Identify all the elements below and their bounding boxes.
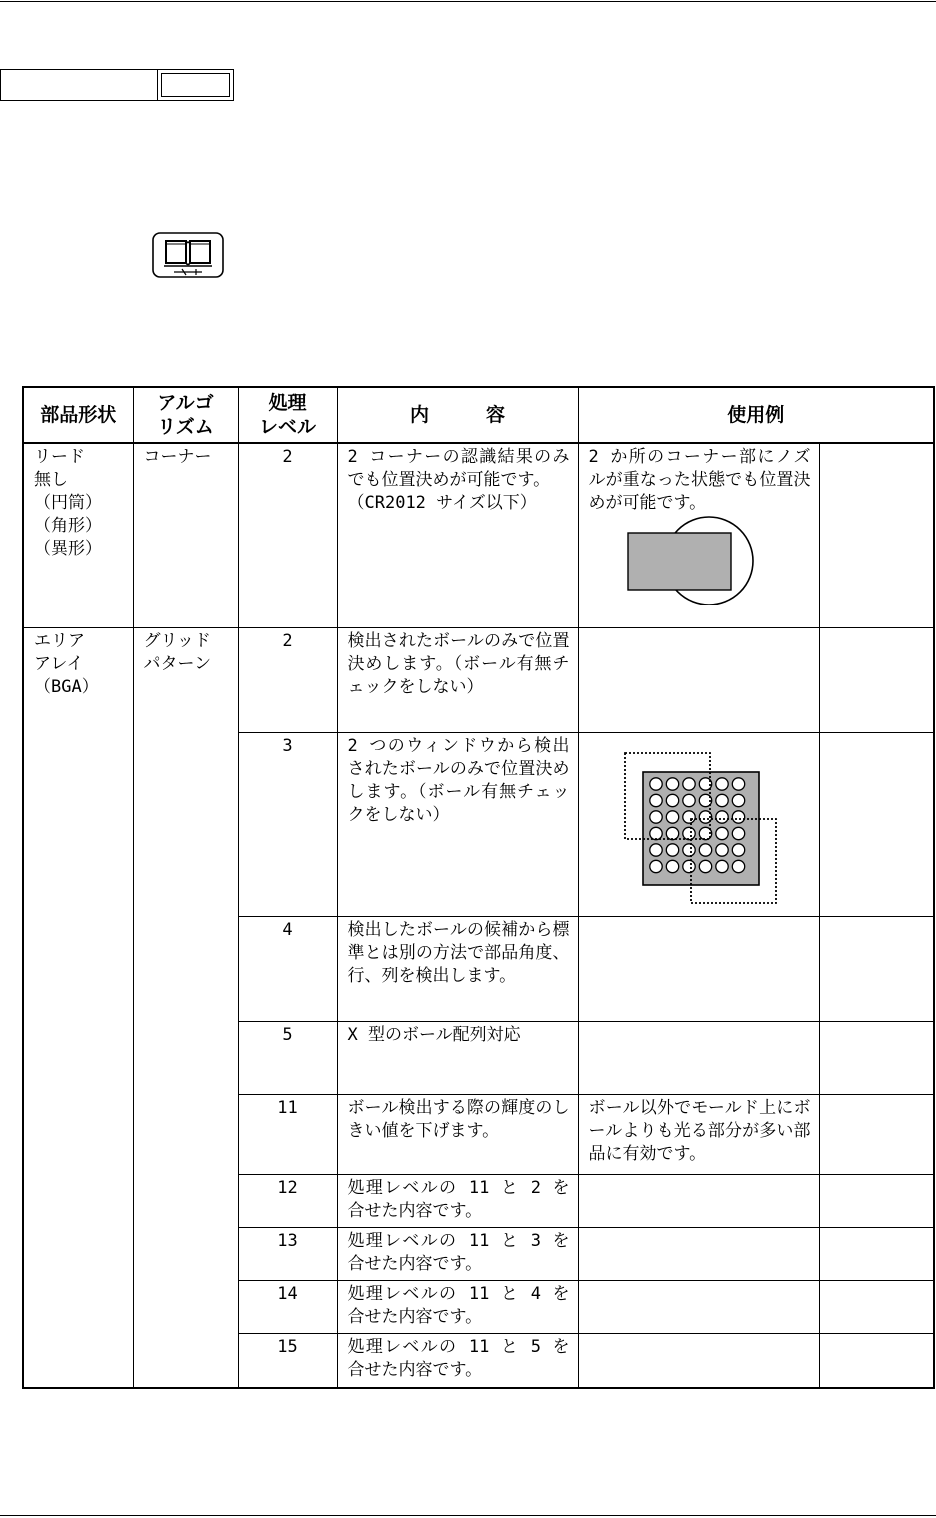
corner-nozzle-figure <box>579 515 820 605</box>
bottom-rule <box>0 1515 936 1516</box>
bga-ball <box>715 810 727 822</box>
processing-level-table <box>22 386 935 1389</box>
example-cell: 2 か所のコーナー部にノズルが重なった状態でも位置決めが可能です。 <box>578 443 819 627</box>
extra-cell <box>819 627 934 732</box>
level-cell: 5 <box>238 1021 337 1094</box>
table-row <box>23 443 934 627</box>
content-cell: 検出したボールの候補から標準とは別の方法で部品角度、行、列を検出します。 <box>337 916 578 1021</box>
bga-ball <box>732 777 744 789</box>
bga-ball <box>666 843 678 855</box>
example-cell <box>578 732 819 916</box>
content-cell: X 型のボール配列対応 <box>337 1021 578 1094</box>
example-cell <box>578 1280 819 1333</box>
header-example: 使用例 <box>578 387 934 443</box>
level-cell: 3 <box>238 732 337 916</box>
content-cell: 2 つのウィンドウから検出されたボールのみで位置決めします。（ボール有無チェックをしない） <box>337 732 578 916</box>
level-cell: 13 <box>238 1227 337 1280</box>
content-cell: 処理レベルの 11 と 3 を合せた内容です。 <box>337 1227 578 1280</box>
example-cell <box>578 1333 819 1388</box>
content-cell: 検出されたボールのみで位置決めします。（ボール有無チェックをしない） <box>337 627 578 732</box>
extra-cell <box>819 1174 934 1227</box>
bga-two-window-figure <box>579 733 820 915</box>
bga-ball <box>715 794 727 806</box>
bga-ball <box>732 843 744 855</box>
bga-ball <box>715 843 727 855</box>
extra-cell <box>819 1094 934 1174</box>
example-cell <box>578 627 819 732</box>
example-cell <box>578 916 819 1021</box>
header-algorithm: アルゴ リズム <box>133 387 238 443</box>
header-box-right <box>158 69 234 101</box>
shape-cell: エリア アレイ （BGA） <box>23 627 133 1388</box>
bga-ball <box>649 777 661 789</box>
bga-ball <box>715 827 727 839</box>
bga-ball <box>682 777 694 789</box>
example-cell <box>578 1174 819 1227</box>
bga-ball <box>732 827 744 839</box>
bga-ball <box>699 860 711 872</box>
extra-cell <box>819 916 934 1021</box>
content-cell: 処理レベルの 11 と 2 を合せた内容です。 <box>337 1174 578 1227</box>
header-box-left <box>0 69 158 101</box>
table-header-row <box>23 387 934 443</box>
bga-ball <box>682 860 694 872</box>
level-cell: 2 <box>238 443 337 627</box>
extra-cell <box>819 1227 934 1280</box>
bga-ball <box>649 827 661 839</box>
level-cell: 14 <box>238 1280 337 1333</box>
bga-ball <box>732 810 744 822</box>
top-rule <box>0 1 936 2</box>
level-cell: 12 <box>238 1174 337 1227</box>
bga-ball <box>732 794 744 806</box>
bga-ball <box>666 810 678 822</box>
bga-ball <box>715 777 727 789</box>
bga-ball <box>682 843 694 855</box>
bga-ball <box>682 794 694 806</box>
header-content: 内 容 <box>337 387 578 443</box>
bga-ball <box>682 827 694 839</box>
example-cell <box>578 1021 819 1094</box>
bga-ball <box>666 777 678 789</box>
header-shape: 部品形状 <box>23 387 133 443</box>
shape-cell: リード 無し （円筒） （角形） （異形） <box>23 443 133 627</box>
bga-ball <box>649 843 661 855</box>
content-cell: ボール検出する際の輝度のしきい値を下げます。 <box>337 1094 578 1174</box>
extra-cell <box>819 1021 934 1094</box>
note-book-icon <box>152 232 224 278</box>
bga-ball <box>682 810 694 822</box>
table-row <box>23 627 934 732</box>
level-cell: 15 <box>238 1333 337 1388</box>
content-cell: 処理レベルの 11 と 4 を合せた内容です。 <box>337 1280 578 1333</box>
level-cell: 2 <box>238 627 337 732</box>
example-cell <box>578 1227 819 1280</box>
content-cell: 処理レベルの 11 と 5 を合せた内容です。 <box>337 1333 578 1388</box>
bga-ball <box>649 810 661 822</box>
bga-ball <box>715 860 727 872</box>
header-level: 処理 レベル <box>238 387 337 443</box>
bga-ball <box>666 860 678 872</box>
extra-cell <box>819 1280 934 1333</box>
example-cell: ボール以外でモールド上にボールよりも光る部分が多い部品に有効です。 <box>578 1094 819 1174</box>
bga-ball <box>649 860 661 872</box>
algorithm-cell: コーナー <box>133 443 238 627</box>
extra-cell <box>819 732 934 916</box>
extra-cell <box>819 1333 934 1388</box>
bga-ball <box>649 794 661 806</box>
level-cell: 11 <box>238 1094 337 1174</box>
bga-ball <box>666 827 678 839</box>
content-cell: 2 コーナーの認識結果のみでも位置決めが可能です。 （CR2012 サイズ以下） <box>337 443 578 627</box>
level-cell: 4 <box>238 916 337 1021</box>
bga-ball <box>666 794 678 806</box>
bga-ball <box>732 860 744 872</box>
extra-cell <box>819 443 934 627</box>
algorithm-cell: グリッド パターン <box>133 627 238 1388</box>
bga-ball <box>699 843 711 855</box>
